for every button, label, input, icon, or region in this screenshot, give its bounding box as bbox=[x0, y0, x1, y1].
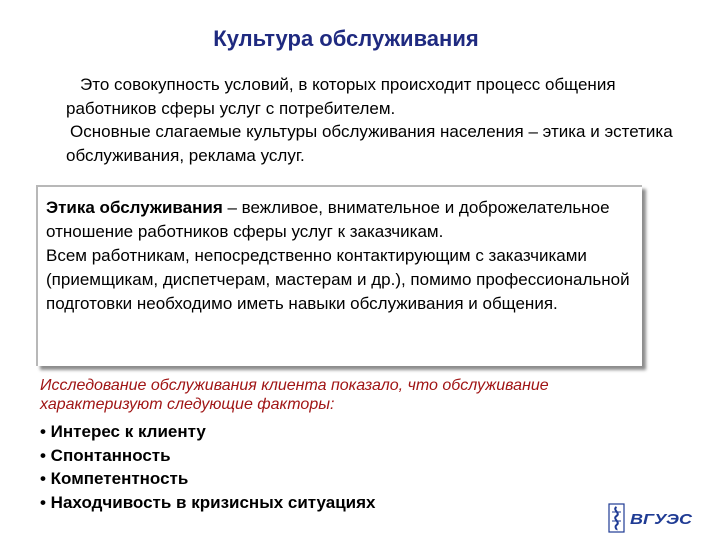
intro-paragraph-1: Это совокупность условий, в которых происходит процесс общения работников сферы услуг с потребителем. bbox=[66, 75, 616, 118]
intro-paragraph-2: Основные слагаемые культуры обслуживания населения – этика и эстетика обслуживания, реклама услуг. bbox=[66, 122, 673, 165]
factor-item: • Спонтанность bbox=[40, 445, 171, 465]
logo-text: ВГУЭС bbox=[630, 511, 694, 528]
factor-item: • Находчивость в кризисных ситуациях bbox=[40, 493, 376, 513]
ethics-box bbox=[36, 185, 642, 366]
ethics-paragraph-2: Всем работникам, непосредственно контактирующим с заказчиками (приемщикам, диспетчерам, мастерам и др.), помимо профессиональной подготовки необходимо иметь навыки обслуживания и общения. bbox=[46, 246, 630, 313]
research-text: Исследование обслуживания клиента показало, что обслуживание характеризуют следующие факторы: bbox=[40, 377, 549, 413]
factor-item: • Интерес к клиенту bbox=[40, 422, 206, 441]
ethics-term: Этика обслуживания bbox=[46, 198, 223, 217]
factor-item: • Компетентность bbox=[40, 469, 189, 489]
ethics-definition-text: – вежливое, внимательное и доброжелательное отношение работников сферы услуг к заказчикам. bbox=[46, 198, 610, 241]
factors-list bbox=[40, 420, 580, 515]
page-title: Культура обслуживания bbox=[213, 26, 479, 51]
university-emblem-icon bbox=[609, 504, 624, 532]
intro-text bbox=[66, 73, 696, 167]
ethics-definition bbox=[46, 196, 632, 244]
university-logo bbox=[608, 503, 694, 533]
